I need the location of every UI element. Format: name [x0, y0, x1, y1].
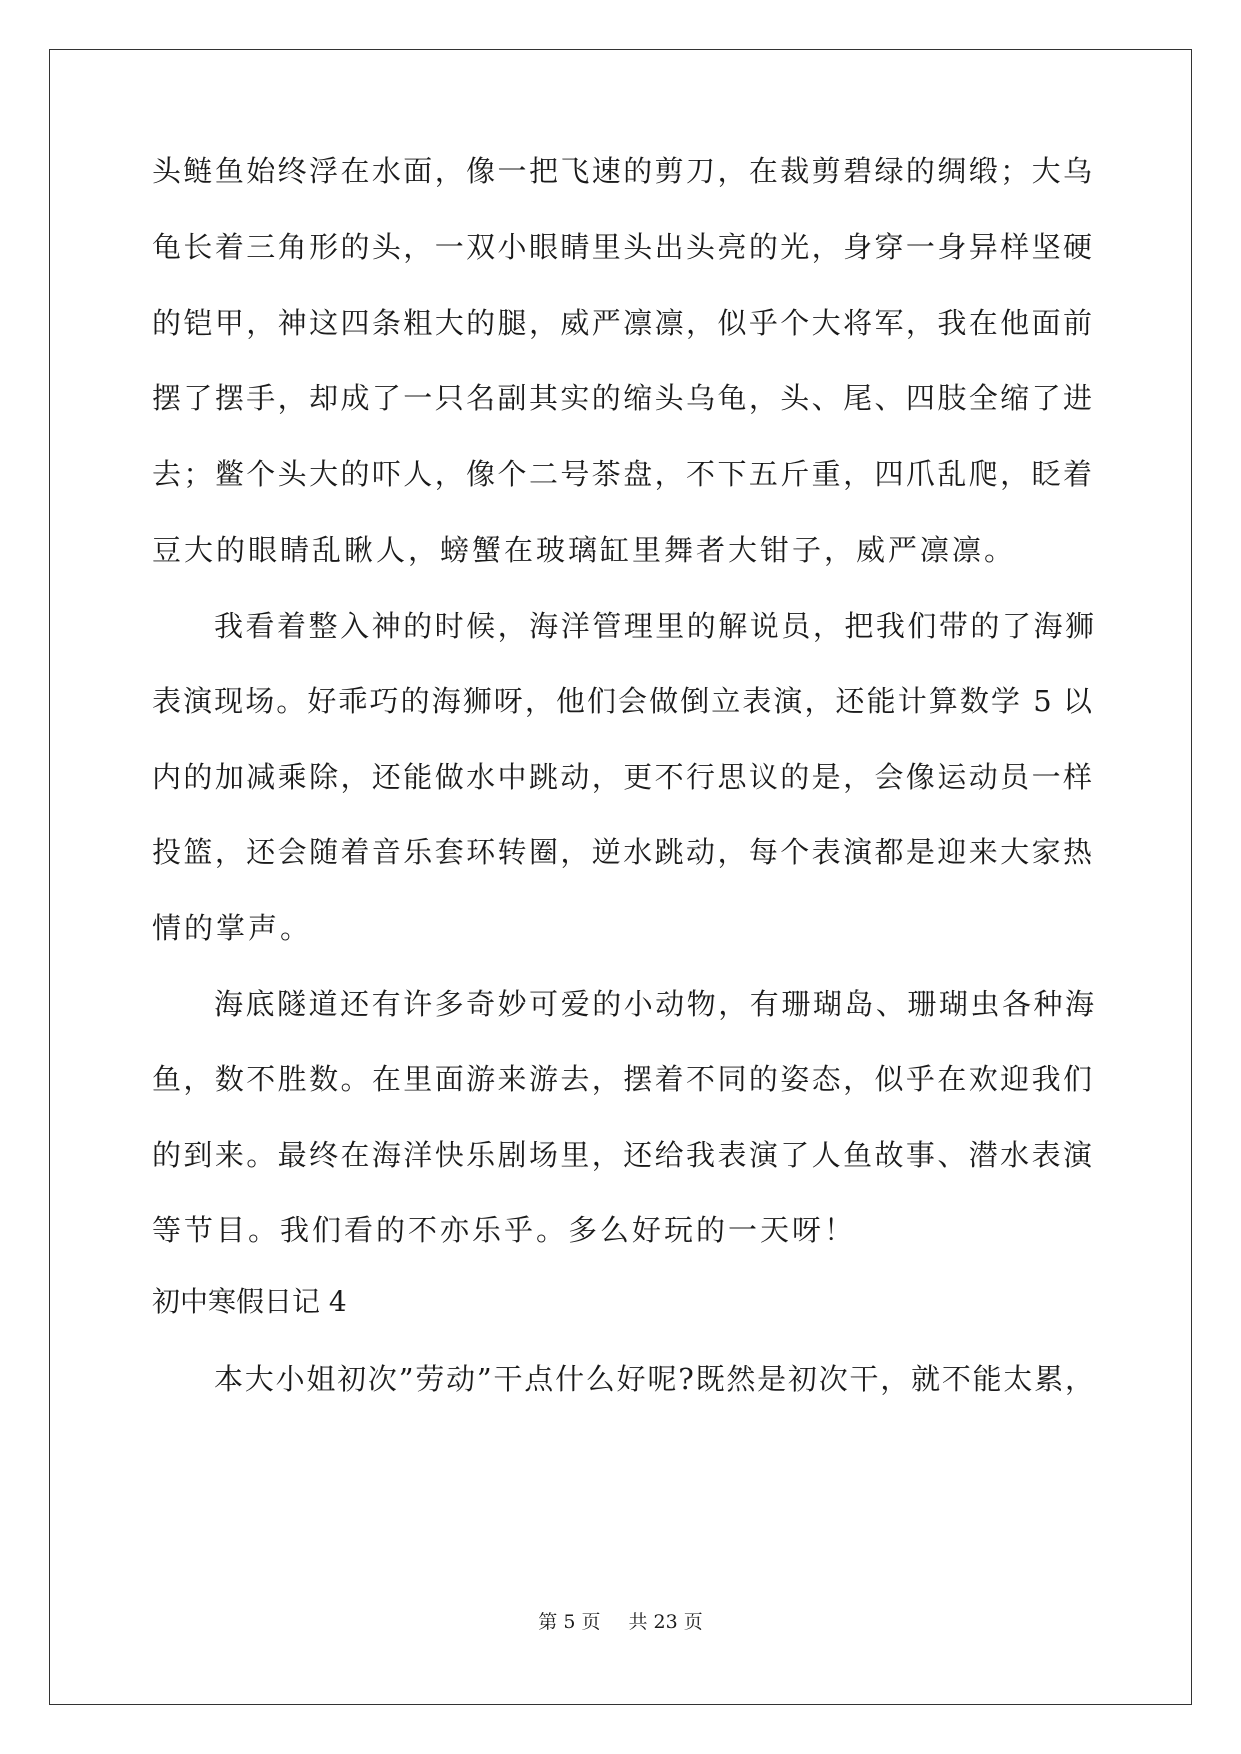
text-line: 情的掌声。 [152, 911, 313, 945]
text-line: 投篮，还会随着音乐套环转圈，逆水跳动，每个表演都是迎来大家热 [152, 835, 1092, 869]
text-line: 等节目。我们看的不亦乐乎。多么好玩的一天呀！ [152, 1213, 857, 1247]
paragraph-first-line: 本大小姐初次”劳动”干点什么好呢?既然是初次干，就不能太累， [214, 1362, 1094, 1396]
text-line: 的到来。最终在海洋快乐剧场里，还给我表演了人鱼故事、潜水表演 [152, 1138, 1092, 1172]
section-heading: 初中寒假日记 4 [152, 1285, 347, 1318]
page-number: 第 5 页 [538, 1611, 601, 1633]
text-line: 鱼，数不胜数。在里面游来游去，摆着不同的姿态，似乎在欢迎我们 [152, 1062, 1092, 1096]
text-line: 龟长着三角形的头，一双小眼睛里头出头亮的光，身穿一身异样坚硬 [152, 230, 1092, 264]
text-line: 摆了摆手，却成了一只名副其实的缩头乌龟，头、尾、四肢全缩了进 [152, 381, 1092, 415]
text-line: 头鲢鱼始终浮在水面，像一把飞速的剪刀，在裁剪碧绿的绸缎；大乌 [152, 154, 1092, 188]
page-total: 共 23 页 [628, 1611, 703, 1633]
paragraph-first-line: 我看着整入神的时候，海洋管理里的解说员，把我们带的了海狮 [214, 609, 1094, 643]
page-footer [0, 1610, 1241, 1634]
text-line: 内的加减乘除，还能做水中跳动，更不行思议的是，会像运动员一样 [152, 760, 1092, 794]
text-line: 表演现场。好乖巧的海狮呀，他们会做倒立表演，还能计算数学 5 以 [152, 684, 1092, 718]
text-line: 去；鳖个头大的吓人，像个二号茶盘，不下五斤重，四爪乱爬，眨着 [152, 457, 1092, 491]
paragraph-first-line: 海底隧道还有许多奇妙可爱的小动物，有珊瑚岛、珊瑚虫各种海 [214, 987, 1094, 1021]
text-line: 豆大的眼睛乱瞅人，螃蟹在玻璃缸里舞者大钳子，威严凛凛。 [152, 533, 1017, 567]
page-border [49, 49, 1192, 1705]
text-line: 的铠甲，神这四条粗大的腿，威严凛凛，似乎个大将军，我在他面前 [152, 306, 1092, 340]
